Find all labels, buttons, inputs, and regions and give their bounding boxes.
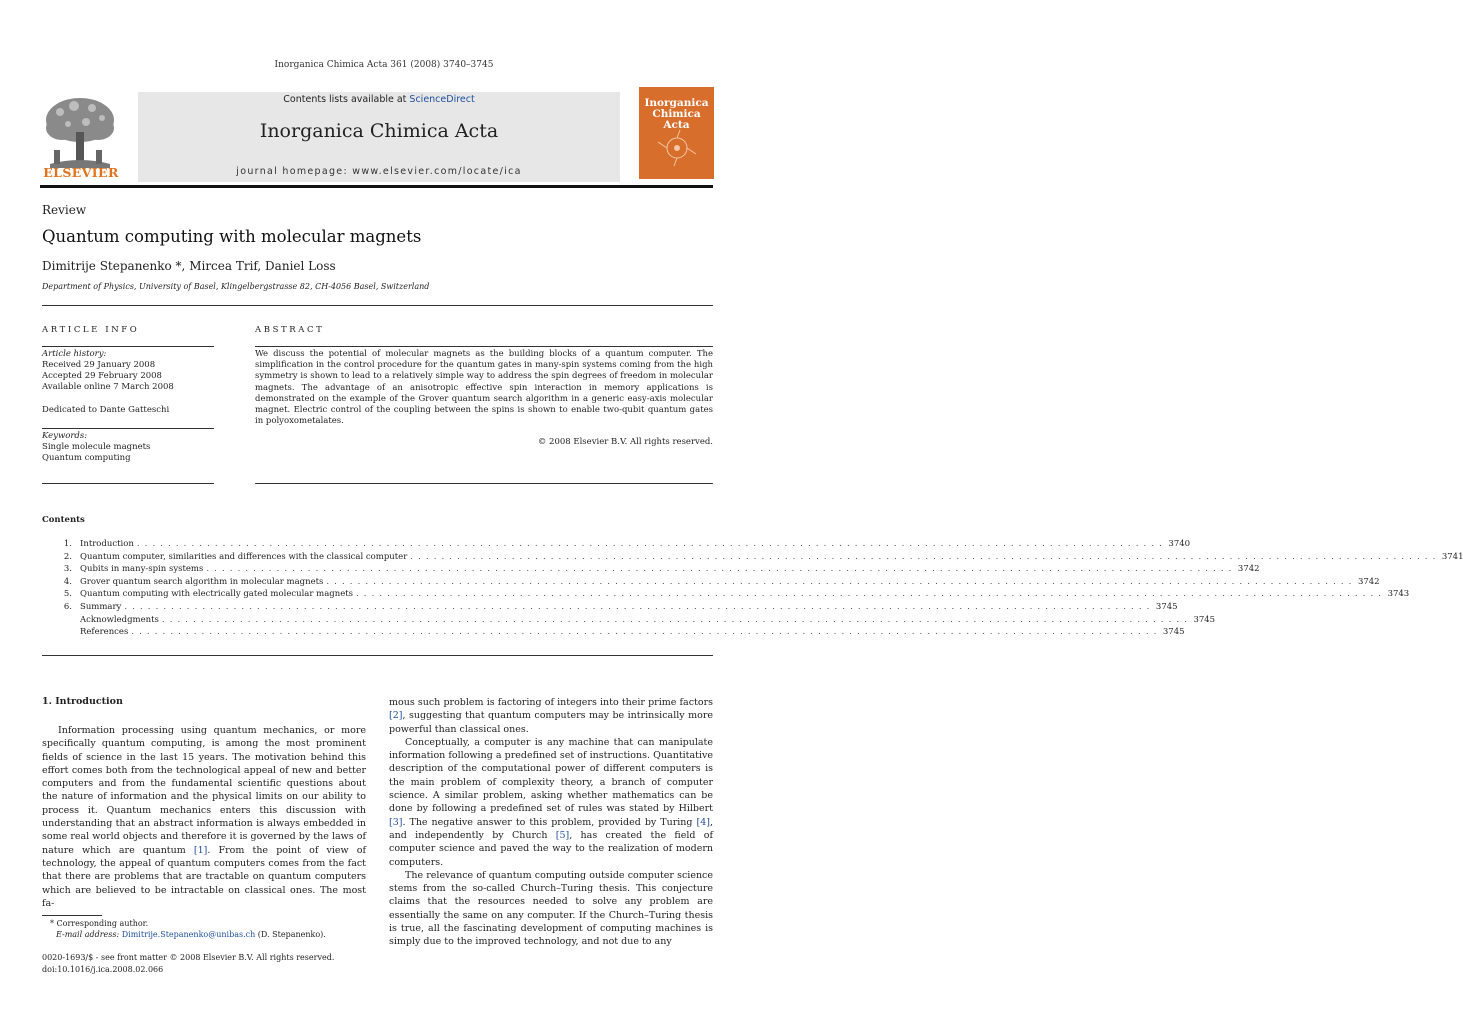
toc-number: 4.: [63, 576, 72, 587]
toc-label: Quantum computer, similarities and differences with the classical computer: [80, 551, 408, 562]
sciencedirect-link[interactable]: ScienceDirect: [409, 94, 475, 105]
journal-cover-title: [639, 98, 714, 131]
toc-page: 3741: [1441, 551, 1463, 562]
toc-number: 1.: [63, 539, 72, 549]
toc-item[interactable]: [42, 589, 1410, 602]
toc-label: Summary: [80, 601, 122, 612]
article-authors: Dimitrije Stepanenko *, Mircea Trif, Daniel Loss: [42, 259, 336, 273]
toc-leader: . . . . . . . . . . . . . . . . . . . . . . . . . . . . . . . . . . . . . . . . . . . . . . . . . . . . . . . . . . . . . . . . . . . . . . . . . . . . . . . . . . . . . . . . . . . . . . . . . . . . . . . . . . . . . . . . . . . . . . . . . . . . . . . . . . . .: [161, 614, 1189, 625]
footnotes: [42, 918, 366, 940]
table-of-contents: [42, 539, 1463, 640]
toc-label: Qubits in many-spin systems: [80, 564, 204, 575]
paragraph: [389, 736, 713, 869]
journal-reference: Inorganica Chimica Acta 361 (2008) 3740–3745: [274, 60, 494, 70]
email-suffix: (D. Stepanenko).: [255, 930, 326, 939]
corresponding-author-note: * Corresponding author.: [50, 919, 149, 928]
journal-name: Inorganica Chimica Acta: [259, 120, 499, 142]
toc-item[interactable]: [42, 551, 1463, 565]
author-affiliation: Department of Physics, University of Basel, Klingelbergstrasse 82, CH-4056 Basel, Switzerland: [42, 282, 430, 291]
text-run: , suggesting that quantum computers may be intrinsically more powerful than classical ones.: [389, 710, 713, 735]
toc-leader: . . . . . . . . . . . . . . . . . . . . . . . . . . . . . . . . . . . . . . . . . . . . . . . . . . . . . . . . . . . . . . . . . . . . . . . . . . . . . . . . . . . . . . . . . . . . . . . . . . . . . . . . . . . . . . . . . . . . . . . . . . . . . . . . . . . .: [131, 627, 1158, 638]
received-date: Received 29 January 2008: [42, 360, 156, 370]
paragraph: [389, 696, 713, 736]
contents-title: Contents: [42, 515, 85, 525]
citation-link[interactable]: [2]: [389, 710, 403, 722]
email-label: E-mail address:: [56, 930, 122, 939]
toc-page: 3740: [1168, 539, 1191, 549]
section-1-title: 1. Introduction: [42, 696, 123, 707]
email-note: [42, 929, 366, 940]
toc-leader: . . . . . . . . . . . . . . . . . . . . . . . . . . . . . . . . . . . . . . . . . . . . . . . . . . . . . . . . . . . . . . . . . . . . . . . . . . . . . . . . . . . . . . . . . . . . . . . . . . . . . . . . . . . . . . . . . . . . . . . . . . . . . . . . . . . .: [326, 576, 1353, 587]
contents-prefix: Contents lists available at: [283, 94, 410, 105]
article-type: Review: [42, 203, 87, 217]
contents-available-line: [138, 94, 620, 105]
toc-number: 2.: [63, 551, 72, 562]
citation-link[interactable]: [4]: [696, 816, 710, 828]
abstract-text: We discuss the potential of molecular magnets as the building blocks of a quantum computer. The simplification in the control procedure for the quantum gates in many-spin systems coming from the high symmetry is shown to lead to a relatively simple way to address the spin degrees of freedom in molecular magnets. The advantage of an anisotropic effective spin interaction in memory applications is demonstrated on the example of the Grover quantum search algorithm in a generic easy-axis molecular magnet. Electric control of the coupling between the spins is shown to enable two-qubit quantum gates in polyoxometalates.: [255, 349, 713, 427]
toc-item[interactable]: [42, 576, 1380, 590]
issn-line: 0020-1693/$ - see front matter © 2008 Elsevier B.V. All rights reserved.: [42, 953, 335, 962]
email-link[interactable]: Dimitrije.Stepanenko@unibas.ch: [121, 930, 256, 939]
keywords-rule: [42, 428, 214, 429]
citation-link[interactable]: [3]: [389, 816, 403, 828]
toc-number: 3.: [63, 564, 72, 575]
cover-title-line-2: Chimica Acta: [652, 108, 701, 131]
toc-leader: . . . . . . . . . . . . . . . . . . . . . . . . . . . . . . . . . . . . . . . . . . . . . . . . . . . . . . . . . . . . . . . . . . . . . . . . . . . . . . . . . . . . . . . . . . . . . . . . . . . . . . . . . . . . . . . . . . . . . . . . . . . . . . . . . . . .: [124, 601, 1151, 612]
text-run: Conceptually, a computer is any machine that can manipulate information following a predefined set of instructions. Quantitative description of the computational power of different computers is the main problem of complexity theory, a branch of computer science. A similar problem, asking whether mathematics can be done by following a predefined set of rules was stated by Hilbert: [389, 736, 713, 815]
article-history: [42, 349, 214, 393]
toc-page: 3745: [1155, 601, 1178, 612]
toc-item[interactable]: [42, 614, 1216, 628]
header-rule: [40, 185, 713, 188]
article-title: Quantum computing with molecular magnets: [42, 227, 422, 246]
toc-page: 3742: [1237, 564, 1260, 575]
toc-leader: . . . . . . . . . . . . . . . . . . . . . . . . . . . . . . . . . . . . . . . . . . . . . . . . . . . . . . . . . . . . . . . . . . . . . . . . . . . . . . . . . . . . . . . . . . . . . . . . . . . . . . . . . . . . . . . . . . . . . . . . . . . . . . . . . . . .: [136, 539, 1164, 549]
keywords: [42, 431, 214, 464]
keyword-item: Single molecule magnets: [42, 442, 151, 452]
journal-homepage[interactable]: journal homepage: www.elsevier.com/locate/ica: [236, 166, 522, 177]
contents-bottom-rule: [42, 655, 713, 656]
cover-molecule-graphic: [656, 128, 698, 168]
text-run: , has created the field of computer science and paved the way to the realization of modern computers.: [389, 829, 713, 868]
toc-leader: . . . . . . . . . . . . . . . . . . . . . . . . . . . . . . . . . . . . . . . . . . . . . . . . . . . . . . . . . . . . . . . . . . . . . . . . . . . . . . . . . . . . . . . . . . . . . . . . . . . . . . . . . . . . . . . . . . . . . . . . . . . . . . . . . . . .: [206, 564, 1233, 575]
online-date: Available online 7 March 2008: [42, 382, 174, 392]
toc-leader: . . . . . . . . . . . . . . . . . . . . . . . . . . . . . . . . . . . . . . . . . . . . . . . . . . . . . . . . . . . . . . . . . . . . . . . . . . . . . . . . . . . . . . . . . . . . . . . . . . . . . . . . . . . . . . . . . . . . . . . . . . . . . . . . . . . .: [410, 551, 1437, 562]
article-info-bottom-rule: [42, 483, 214, 484]
text-run: , and independently by Church: [389, 816, 713, 841]
text-run: Information processing using quantum mechanics, or more specifically quantum computing, is among the most prominent fields of science in the last 15 years. The motivation behind this effort comes both from the technological appeal of new and better computers and from the fundamental scientific questions about the nature of information and the physical limits on our ability to process it. Quantum mechanics enters this discussion with understanding that an abstract information is always embedded in some real world objects and therefore it is governed by the laws of nature which are quantum: [42, 725, 366, 856]
citation-link[interactable]: [1]: [193, 844, 208, 856]
toc-number: 6.: [63, 601, 72, 612]
text-run: . The negative answer to this problem, provided by Turing: [402, 816, 697, 828]
text-run: mous such problem is factoring of integers into their prime factors: [389, 697, 713, 708]
toc-item[interactable]: [42, 601, 1178, 615]
toc-label: Acknowledgments: [80, 614, 159, 625]
toc-leader: . . . . . . . . . . . . . . . . . . . . . . . . . . . . . . . . . . . . . . . . . . . . . . . . . . . . . . . . . . . . . . . . . . . . . . . . . . . . . . . . . . . . . . . . . . . . . . . . . . . . . . . . . . . . . . . . . . . . . . . . . . . . . . . . . . . .: [356, 589, 1383, 600]
text-run: The relevance of quantum computing outside computer science stems from the so-called Church–Turing thesis. This conjecture claims that the resources needed to solve any problem are essentially the same on any computer. If the Church–Turing thesis is true, all the fascinating development of computing machines is simply due to the improved technology, and not due to any: [389, 869, 713, 948]
toc-item[interactable]: [42, 627, 1185, 640]
toc-label: Grover quantum search algorithm in molecular magnets: [80, 576, 324, 587]
dedication: Dedicated to Dante Gatteschi: [42, 405, 170, 415]
right-column: [389, 696, 713, 949]
left-column: [42, 724, 366, 910]
toc-item[interactable]: [42, 564, 1260, 577]
toc-item[interactable]: [42, 539, 1191, 552]
toc-page: 3745: [1193, 614, 1216, 625]
abstract-rule: [255, 346, 713, 347]
footnote-rule: [42, 915, 102, 916]
citation-link[interactable]: [5]: [555, 829, 570, 841]
toc-page: 3743: [1387, 589, 1410, 600]
toc-label: Quantum computing with electrically gated molecular magnets: [80, 589, 353, 600]
abstract-copyright: © 2008 Elsevier B.V. All rights reserved.: [537, 437, 713, 447]
toc-number: 5.: [63, 589, 72, 600]
cover-title-line-1: Inorganica: [644, 97, 709, 109]
keyword-item: Quantum computing: [42, 453, 131, 463]
article-info-heading: ARTICLE INFO: [42, 325, 140, 335]
toc-label: Introduction: [80, 539, 134, 549]
keywords-label: Keywords:: [42, 431, 88, 441]
toc-page: 3745: [1162, 627, 1185, 638]
article-history-label: Article history:: [42, 349, 107, 359]
doi-line[interactable]: doi:10.1016/j.ica.2008.02.066: [42, 965, 164, 974]
paragraph: [42, 724, 366, 910]
publisher-wordmark: ELSEVIER: [43, 165, 119, 180]
abstract-heading: ABSTRACT: [255, 325, 325, 335]
affiliation-rule: [42, 305, 713, 306]
accepted-date: Accepted 29 February 2008: [42, 371, 162, 381]
article-info-rule: [42, 346, 214, 347]
text-run: . From the point of view of technology, the appeal of quantum computers comes from the fact that there are problems that are tractable on quantum computers which are believed to be intractable on classical ones. The most fa-: [42, 844, 366, 909]
toc-label: References: [80, 627, 129, 638]
abstract-bottom-rule: [255, 483, 713, 484]
toc-page: 3742: [1357, 576, 1380, 587]
issn-doi-block: [42, 952, 366, 976]
paragraph: [389, 869, 713, 949]
